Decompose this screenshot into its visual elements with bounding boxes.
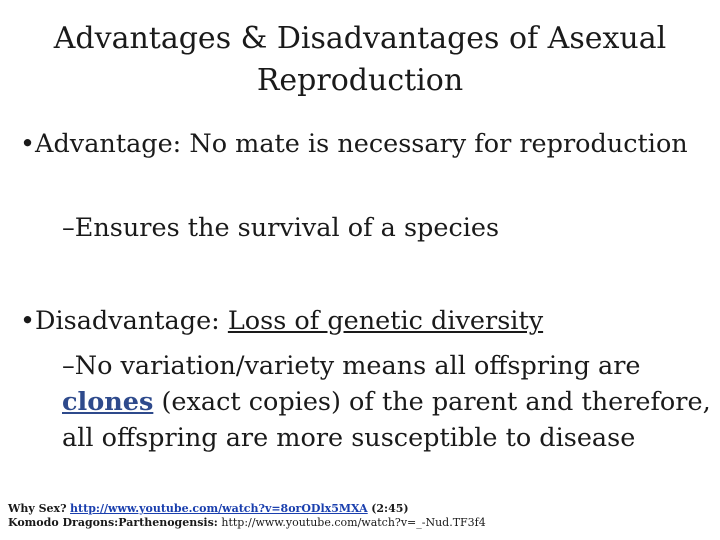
bullet-marker: • [20,129,36,159]
bullet-advantage [20,126,700,162]
footer-line-why-sex [8,502,409,516]
bullet-disadvantage-prefix: Disadvantage: [35,306,228,336]
clones-highlight: clones [62,387,154,417]
link-why-sex-video[interactable]: http://www.youtube.com/watch?v=8orODlx5MXA [70,502,368,515]
genetic-diversity-text: Loss of genetic diversity [227,306,544,336]
slide-title: Advantages & Disadvantages of Asexual Reproduction [53,21,667,98]
sub-bullet-survival [62,210,712,246]
footer-line-komodo [8,516,486,530]
dash-marker: – [62,351,75,381]
footer-duration: (2:45) [371,502,409,515]
bullet-marker: • [20,306,36,336]
bullet-disadvantage [20,303,700,339]
footer-label-why-sex: Why Sex? [8,502,67,515]
sub-bullet-variation-text-after: (exact copies) of the parent and therefore, all offspring are more susceptible to disease [62,387,711,453]
dash-marker: – [62,213,75,243]
sub-bullet-variation-text-before: No variation/variety means all offspring are [74,351,641,381]
link-komodo-video[interactable]: http://www.youtube.com/watch?v=_-Nud.TF3f4 [221,516,486,529]
sub-bullet-variation [62,348,712,456]
sub-bullet-survival-text: Ensures the survival of a species [74,213,500,243]
bullet-advantage-text: Advantage: No mate is necessary for reproduction [35,129,688,159]
footer-label-komodo: Komodo Dragons:Parthenogensis: [8,516,218,529]
